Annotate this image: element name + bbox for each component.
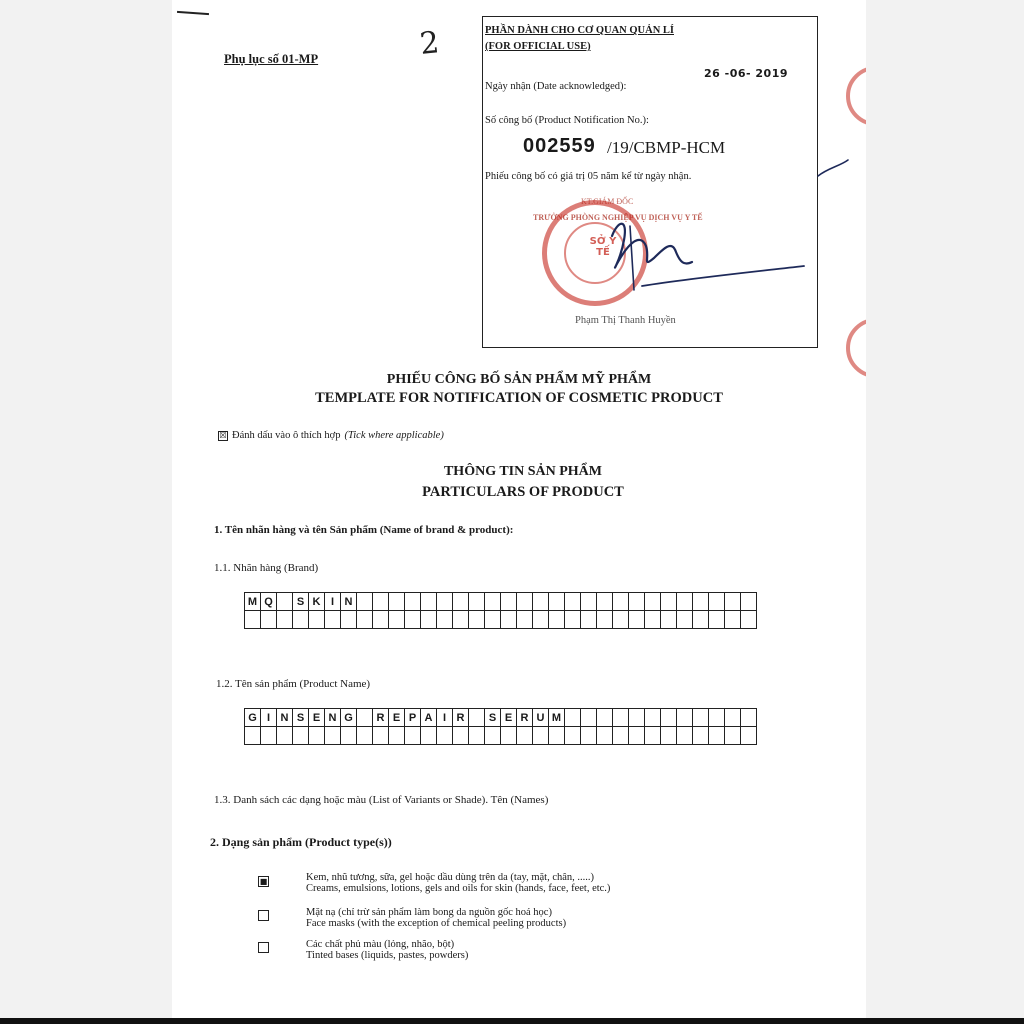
product-grid-row-2	[245, 727, 757, 745]
grid-cell	[565, 611, 581, 629]
grid-cell	[405, 611, 421, 629]
grid-cell	[437, 727, 453, 745]
product-type-3-vi: Các chất phủ màu (lỏng, nhão, bột)	[306, 939, 455, 950]
grid-cell	[677, 709, 693, 727]
grid-cell	[661, 709, 677, 727]
grid-cell: N	[277, 709, 293, 727]
grid-cell: G	[245, 709, 261, 727]
grid-cell	[309, 727, 325, 745]
grid-cell	[501, 727, 517, 745]
grid-cell	[533, 727, 549, 745]
grid-cell: M	[549, 709, 565, 727]
handwritten-page-number: 2	[418, 25, 441, 62]
grid-cell	[597, 709, 613, 727]
grid-cell: E	[309, 709, 325, 727]
grid-cell	[357, 611, 373, 629]
grid-cell	[437, 593, 453, 611]
product-grid-row-1	[245, 709, 757, 727]
product-type-3-en: Tinted bases (liquids, pastes, powders)	[306, 950, 469, 961]
grid-cell: A	[421, 709, 437, 727]
grid-cell	[629, 611, 645, 629]
section-title-en: PARTICULARS OF PRODUCT	[422, 484, 624, 500]
grid-cell	[421, 727, 437, 745]
grid-cell	[469, 709, 485, 727]
grid-cell	[373, 611, 389, 629]
grid-cell	[661, 593, 677, 611]
grid-cell	[549, 727, 565, 745]
validity-note: Phiếu công bố có giá trị 05 năm kể từ ngày nhận.	[485, 171, 692, 182]
grid-cell	[725, 593, 741, 611]
product-type-option-1	[306, 872, 610, 894]
grid-cell	[741, 611, 757, 629]
notification-number-label: Số công bố (Product Notification No.):	[485, 115, 649, 126]
grid-cell	[565, 727, 581, 745]
grid-cell: M	[245, 593, 261, 611]
grid-cell	[517, 593, 533, 611]
grid-cell	[613, 611, 629, 629]
question-1-2-label: 1.2. Tên sản phẩm (Product Name)	[216, 678, 371, 690]
grid-cell	[533, 611, 549, 629]
grid-cell	[517, 727, 533, 745]
product-type-1-en: Creams, emulsions, lotions, gels and oils for skin (hands, face, feet, etc.)	[306, 883, 611, 894]
grid-cell	[469, 727, 485, 745]
signature-title-1: KT.GIÁM ĐỐC	[581, 197, 634, 206]
grid-cell	[293, 611, 309, 629]
tick-instruction-vi: Đánh dấu vào ô thích hợp	[232, 430, 341, 441]
grid-cell: S	[485, 709, 501, 727]
grid-cell: I	[437, 709, 453, 727]
grid-cell	[357, 727, 373, 745]
grid-cell	[725, 611, 741, 629]
grid-cell	[533, 593, 549, 611]
question-1-heading: 1. Tên nhãn hàng và tên Sản phẩm (Name of brand & product):	[214, 524, 514, 536]
grid-cell	[421, 593, 437, 611]
question-1-1-label: 1.1. Nhãn hàng (Brand)	[214, 562, 319, 574]
grid-cell: E	[389, 709, 405, 727]
grid-cell	[485, 611, 501, 629]
section-title-vi: THÔNG TIN SẢN PHẨM	[443, 464, 603, 479]
grid-cell	[453, 611, 469, 629]
official-title-vi: PHẦN DÀNH CHO CƠ QUAN QUẢN LÍ	[485, 25, 674, 36]
grid-cell	[565, 709, 581, 727]
grid-cell	[277, 593, 293, 611]
date-acknowledged-value: 26 -06- 2019	[704, 67, 789, 80]
grid-cell	[581, 593, 597, 611]
grid-cell	[373, 593, 389, 611]
product-type-checkbox-1[interactable]: ■	[259, 877, 268, 886]
grid-cell	[485, 593, 501, 611]
grid-cell	[469, 611, 485, 629]
date-acknowledged-label: Ngày nhận (Date acknowledged):	[485, 81, 627, 92]
grid-cell: K	[309, 593, 325, 611]
grid-cell	[629, 593, 645, 611]
grid-cell	[709, 709, 725, 727]
grid-cell	[421, 611, 437, 629]
product-type-checkbox-3[interactable]	[258, 942, 269, 953]
brand-grid	[244, 592, 757, 629]
grid-cell	[261, 727, 277, 745]
product-type-1-vi: Kem, nhũ tương, sữa, gel hoặc dầu dùng trên da (tay, mặt, chân, .....)	[306, 872, 595, 883]
grid-cell	[325, 727, 341, 745]
grid-cell: S	[293, 593, 309, 611]
grid-cell	[693, 611, 709, 629]
grid-cell	[741, 727, 757, 745]
notification-number: 002559	[523, 135, 596, 157]
grid-cell	[485, 727, 501, 745]
form-title-vi: PHIẾU CÔNG BỐ SẢN PHẨM MỸ PHẨM	[386, 372, 652, 387]
signer-name: Phạm Thị Thanh Huyền	[575, 315, 676, 326]
grid-cell	[389, 593, 405, 611]
grid-cell: I	[261, 709, 277, 727]
grid-cell: N	[325, 709, 341, 727]
grid-cell	[629, 709, 645, 727]
grid-cell	[501, 593, 517, 611]
brand-grid-row-1	[245, 593, 757, 611]
grid-cell	[613, 709, 629, 727]
grid-cell: S	[293, 709, 309, 727]
appendix-label: Phụ lục số 01-MP	[224, 52, 319, 66]
grid-cell	[341, 611, 357, 629]
grid-cell	[549, 611, 565, 629]
grid-cell	[693, 593, 709, 611]
grid-cell: G	[341, 709, 357, 727]
grid-cell: R	[453, 709, 469, 727]
grid-cell	[549, 593, 565, 611]
official-title-en: (FOR OFFICIAL USE)	[485, 41, 591, 52]
notification-number-suffix: /19/CBMP-HCM	[607, 138, 726, 157]
grid-cell: R	[517, 709, 533, 727]
grid-cell	[405, 727, 421, 745]
signature-title-2: TRƯỞNG PHÒNG NGHIỆP VỤ DỊCH VỤ Y TẾ	[533, 213, 703, 222]
grid-cell	[661, 727, 677, 745]
grid-cell	[389, 727, 405, 745]
question-2-heading: 2. Dạng sản phẩm (Product type(s))	[210, 835, 392, 849]
grid-cell	[677, 611, 693, 629]
grid-cell	[453, 727, 469, 745]
grid-cell	[261, 611, 277, 629]
grid-cell	[645, 593, 661, 611]
grid-cell	[741, 593, 757, 611]
grid-cell	[277, 727, 293, 745]
grid-cell: P	[405, 709, 421, 727]
grid-cell	[565, 593, 581, 611]
grid-cell	[677, 593, 693, 611]
grid-cell	[645, 611, 661, 629]
grid-cell: E	[501, 709, 517, 727]
grid-cell	[725, 727, 741, 745]
grid-cell	[581, 709, 597, 727]
grid-cell: R	[373, 709, 389, 727]
grid-cell	[597, 727, 613, 745]
grid-cell	[597, 593, 613, 611]
tick-instruction-en: (Tick where applicable)	[344, 430, 444, 441]
grid-cell	[645, 709, 661, 727]
product-type-option-2	[306, 907, 566, 929]
grid-cell	[517, 611, 533, 629]
grid-cell	[677, 727, 693, 745]
signature-icon	[172, 0, 866, 360]
grid-cell	[709, 593, 725, 611]
brand-grid-row-2	[245, 611, 757, 629]
form-title-en: TEMPLATE FOR NOTIFICATION OF COSMETIC PRODUCT	[315, 390, 723, 406]
grid-cell	[309, 611, 325, 629]
grid-cell	[341, 727, 357, 745]
grid-cell	[277, 611, 293, 629]
grid-cell	[709, 611, 725, 629]
product-type-option-3	[306, 939, 468, 961]
product-name-grid	[244, 708, 757, 745]
grid-cell	[405, 593, 421, 611]
grid-cell	[357, 709, 373, 727]
document-page	[172, 0, 866, 1022]
grid-cell: U	[533, 709, 549, 727]
product-type-2-vi: Mặt nạ (chỉ trừ sản phẩm làm bong da nguồn gốc hoá học)	[306, 907, 552, 918]
grid-cell	[245, 611, 261, 629]
grid-cell	[629, 727, 645, 745]
grid-cell	[645, 727, 661, 745]
grid-cell	[597, 611, 613, 629]
grid-cell	[693, 727, 709, 745]
checked-box-icon: ☒	[219, 430, 227, 440]
grid-cell	[613, 593, 629, 611]
grid-cell	[293, 727, 309, 745]
grid-cell	[437, 611, 453, 629]
product-type-checkbox-2[interactable]	[258, 910, 269, 921]
grid-cell	[741, 709, 757, 727]
grid-cell	[693, 709, 709, 727]
grid-cell: N	[341, 593, 357, 611]
grid-cell	[469, 593, 485, 611]
grid-cell	[373, 727, 389, 745]
grid-cell	[613, 727, 629, 745]
seal-text: SỞ Y TẾ	[589, 236, 617, 258]
grid-cell	[725, 709, 741, 727]
grid-cell	[581, 611, 597, 629]
grid-cell	[581, 727, 597, 745]
tick-instruction	[218, 430, 444, 441]
grid-cell	[453, 593, 469, 611]
grid-cell	[357, 593, 373, 611]
question-1-3-label: 1.3. Danh sách các dạng hoặc màu (List of Variants or Shade). Tên (Names)	[214, 794, 549, 806]
screen-bottom-edge	[0, 1018, 1024, 1024]
grid-cell	[501, 611, 517, 629]
grid-cell	[245, 727, 261, 745]
product-type-2-en: Face masks (with the exception of chemical peeling products)	[306, 918, 567, 929]
grid-cell: Q	[261, 593, 277, 611]
grid-cell	[709, 727, 725, 745]
grid-cell	[661, 611, 677, 629]
grid-cell: I	[325, 593, 341, 611]
grid-cell	[325, 611, 341, 629]
grid-cell	[389, 611, 405, 629]
